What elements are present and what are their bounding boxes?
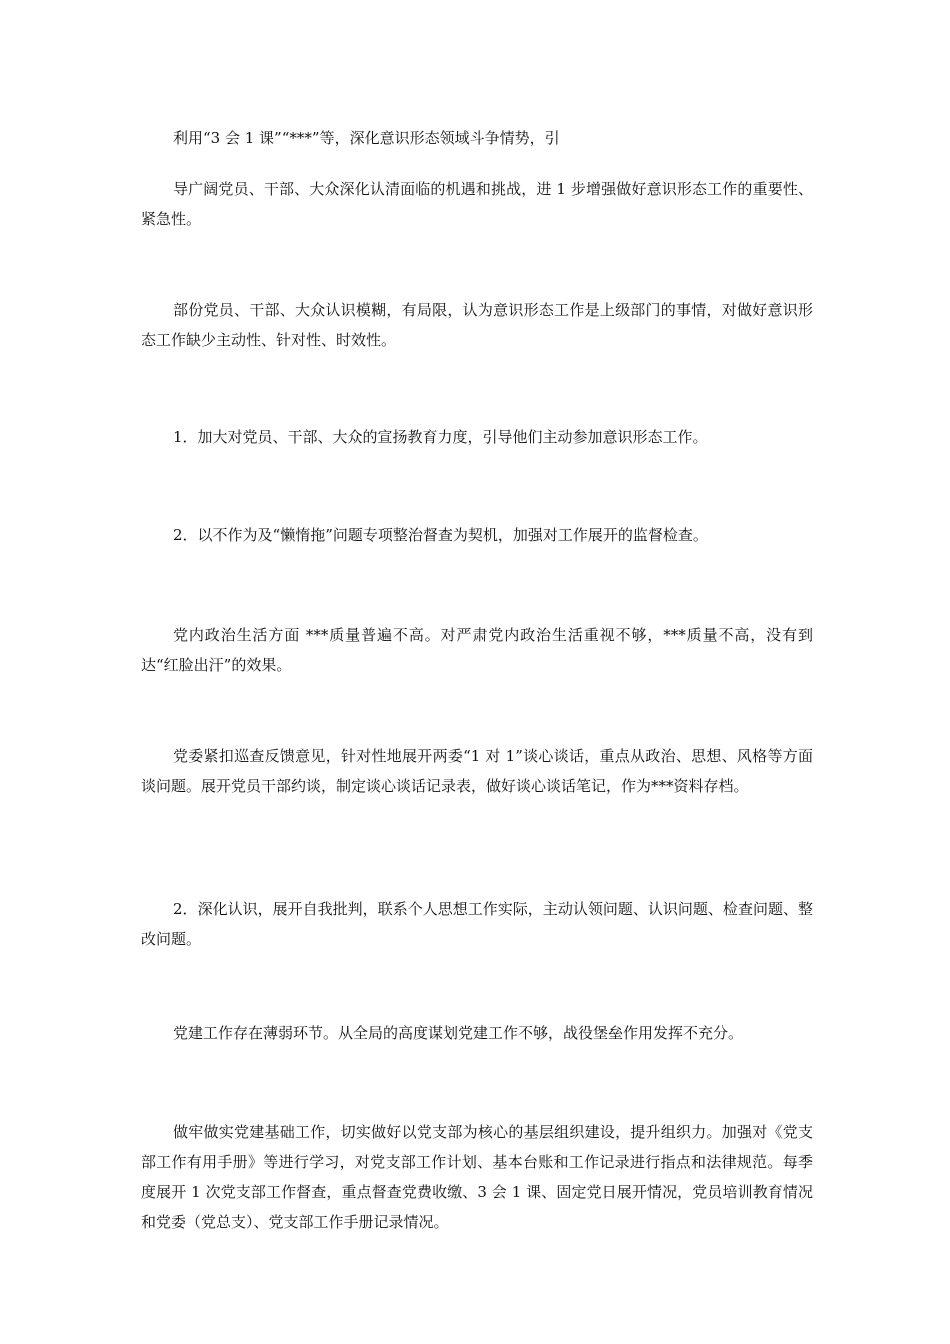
paragraph-4: 1．加大对党员、干部、大众的宣扬教育力度，引导他们主动参加意识形态工作。: [173, 428, 708, 446]
paragraph-8: 2．深化认识，展开自我批判，联系个人思想工作实际，主动认领问题、认识问题、检查问题、整改问题。: [141, 900, 813, 948]
paragraph-9: 党建工作存在薄弱环节。从全局的高度谋划党建工作不够，战役堡垒作用发挥不充分。: [173, 1024, 744, 1042]
paragraph-10: 做牢做实党建基础工作，切实做好以党支部为核心的基层组织建设，提升组织力。加强对《党支部工作有用手册》等进行学习，对党支部工作计划、基本台账和工作记录进行指点和法律规范。每季度展开 1 次党支部工作督查，重点督查党费收缴、3 会 1 课、固定党日展开情况，党员培训教育情况和党委（党总支）、党支部工作手册记录情况。: [141, 1123, 813, 1231]
paragraph-6: 党内政治生活方面 ***质量普遍不高。对严肃党内政治生活重视不够，***质量不高，没有到达“红脸出汗”的效果。: [141, 626, 813, 674]
paragraph-5: 2．以不作为及“懒惰拖”问题专项整治督查为契机，加强对工作展开的监督检查。: [173, 526, 708, 544]
paragraph-1: 利用“3 会 1 课”“***”等，深化意识形态领域斗争情势，引: [173, 129, 560, 147]
paragraph-3: 部份党员、干部、大众认识模糊，有局限，认为意识形态工作是上级部门的事情，对做好意识形态工作缺少主动性、针对性、时效性。: [141, 301, 813, 349]
paragraph-2: 导广阔党员、干部、大众深化认清面临的机遇和挑战，进 1 步增强做好意识形态工作的重要性、紧急性。: [141, 180, 813, 228]
paragraph-7: 党委紧扣巡查反馈意见，针对性地展开两委“1 对 1”谈心谈话，重点从政治、思想、风格等方面谈问题。展开党员干部约谈，制定谈心谈话记录表，做好谈心谈话笔记，作为***资料存档。: [141, 747, 813, 795]
